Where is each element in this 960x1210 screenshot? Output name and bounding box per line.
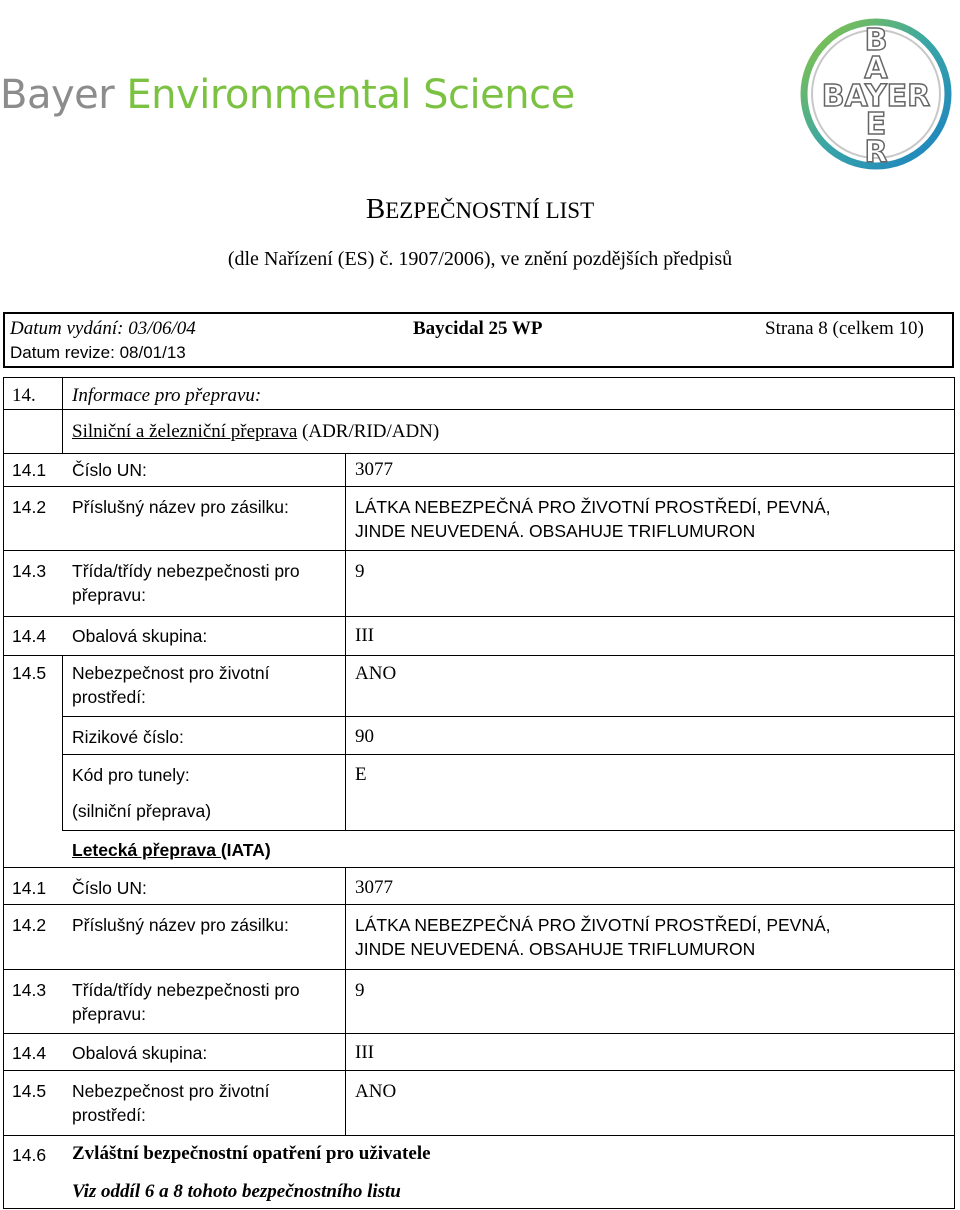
special-number: 14.6 (12, 1145, 47, 1165)
cross-letter-r: R (864, 135, 888, 170)
road-14-5-number: 14.5 (12, 663, 47, 683)
cross-letter-e: E (865, 107, 887, 142)
risk-number-value: 90 (355, 726, 374, 747)
cross-letter-b: B (864, 23, 888, 58)
road-class-label-line1: Třída/třídy nebezpečnosti pro (72, 561, 300, 581)
special-precautions-title: Zvláštní bezpečnostní opatření pro uživatele (72, 1143, 431, 1164)
road-heading: Silniční a železniční přeprava (ADR/RID/ADN) (72, 421, 440, 442)
air-heading: Letecká přeprava (IATA) (72, 840, 271, 860)
air-class-label-line2: přepravu: (72, 1004, 146, 1024)
road-class-value: 9 (355, 561, 365, 582)
air-un-number-label: Číslo UN: (72, 878, 147, 898)
road-un-number-value: 3077 (355, 459, 393, 480)
air-14-1-number: 14.1 (12, 878, 47, 898)
air-class-value: 9 (355, 980, 365, 1001)
road-shipping-name-line2: JINDE NEUVEDENÁ. OBSAHUJE TRIFLUMURON (355, 521, 756, 541)
air-packing-group-label: Obalová skupina: (72, 1043, 208, 1063)
air-class-label-line1: Třída/třídy nebezpečnosti pro (72, 980, 300, 1000)
road-class-label-line2: přepravu: (72, 585, 146, 605)
air-shipping-name-label: Příslušný název pro zásilku: (72, 915, 289, 935)
tunnel-code-value: E (355, 764, 367, 785)
road-packing-group-label: Obalová skupina: (72, 626, 208, 646)
issue-date: Datum vydání: 03/06/04 (10, 318, 196, 339)
air-env-hazard-label-line2: prostředí: (72, 1105, 146, 1125)
air-shipping-name-line1: LÁTKA NEBEZPEČNÁ PRO ŽIVOTNÍ PROSTŘEDÍ, PEVNÁ, (355, 915, 831, 935)
road-shipping-name-line1: LÁTKA NEBEZPEČNÁ PRO ŽIVOTNÍ PROSTŘEDÍ, PEVNÁ, (355, 497, 831, 517)
road-un-number-label: Číslo UN: (72, 460, 147, 480)
logo-text-environmental-science: Environmental Science (126, 72, 575, 118)
section-number: 14. (12, 385, 36, 406)
cross-letter-a: A (864, 51, 888, 86)
air-env-hazard-label-line1: Nebezpečnost pro životní (72, 1081, 270, 1101)
road-packing-group-value: III (355, 625, 374, 646)
logo-text-bayer: Bayer (0, 72, 127, 118)
air-un-number-value: 3077 (355, 877, 393, 898)
section-title: Informace pro přepravu: (72, 385, 262, 406)
road-14-2-number: 14.2 (12, 497, 47, 517)
road-shipping-name-label: Příslušný název pro zásilku: (72, 497, 289, 517)
title-rest: EZPEČNOSTNÍ LIST (385, 198, 595, 223)
cross-word-bayer: BAYER (821, 79, 931, 114)
page-number: Strana 8 (celkem 10) (765, 318, 924, 339)
company-logo-text (0, 72, 575, 118)
air-14-2-number: 14.2 (12, 915, 47, 935)
air-packing-group-value: III (355, 1042, 374, 1063)
air-shipping-name-line2: JINDE NEUVEDENÁ. OBSAHUJE TRIFLUMURON (355, 939, 756, 959)
air-14-3-number: 14.3 (12, 980, 47, 1000)
risk-number-label: Rizikové číslo: (72, 727, 184, 747)
title-first-letter: B (365, 193, 386, 225)
road-env-hazard-value: ANO (355, 663, 397, 684)
tunnel-code-label-line2: (silniční přeprava) (72, 801, 212, 821)
air-14-4-number: 14.4 (12, 1043, 47, 1063)
document-title (0, 193, 960, 226)
road-14-3-number: 14.3 (12, 561, 47, 581)
air-env-hazard-value: ANO (355, 1081, 397, 1102)
road-env-hazard-label-line1: Nebezpečnost pro životní (72, 663, 270, 683)
revision-date: Datum revize: 08/01/13 (10, 343, 186, 362)
special-precautions-text: Viz oddíl 6 a 8 tohoto bezpečnostního listu (72, 1181, 401, 1202)
road-env-hazard-label-line2: prostředí: (72, 687, 146, 707)
road-14-1-number: 14.1 (12, 460, 47, 480)
product-name: Baycidal 25 WP (413, 318, 543, 339)
road-14-4-number: 14.4 (12, 626, 47, 646)
bayer-cross-logo (800, 0, 960, 190)
air-14-5-number: 14.5 (12, 1081, 47, 1101)
document-subtitle: (dle Nařízení (ES) č. 1907/2006), ve znění pozdějších předpisů (227, 248, 733, 270)
tunnel-code-label-line1: Kód pro tunely: (72, 765, 190, 785)
